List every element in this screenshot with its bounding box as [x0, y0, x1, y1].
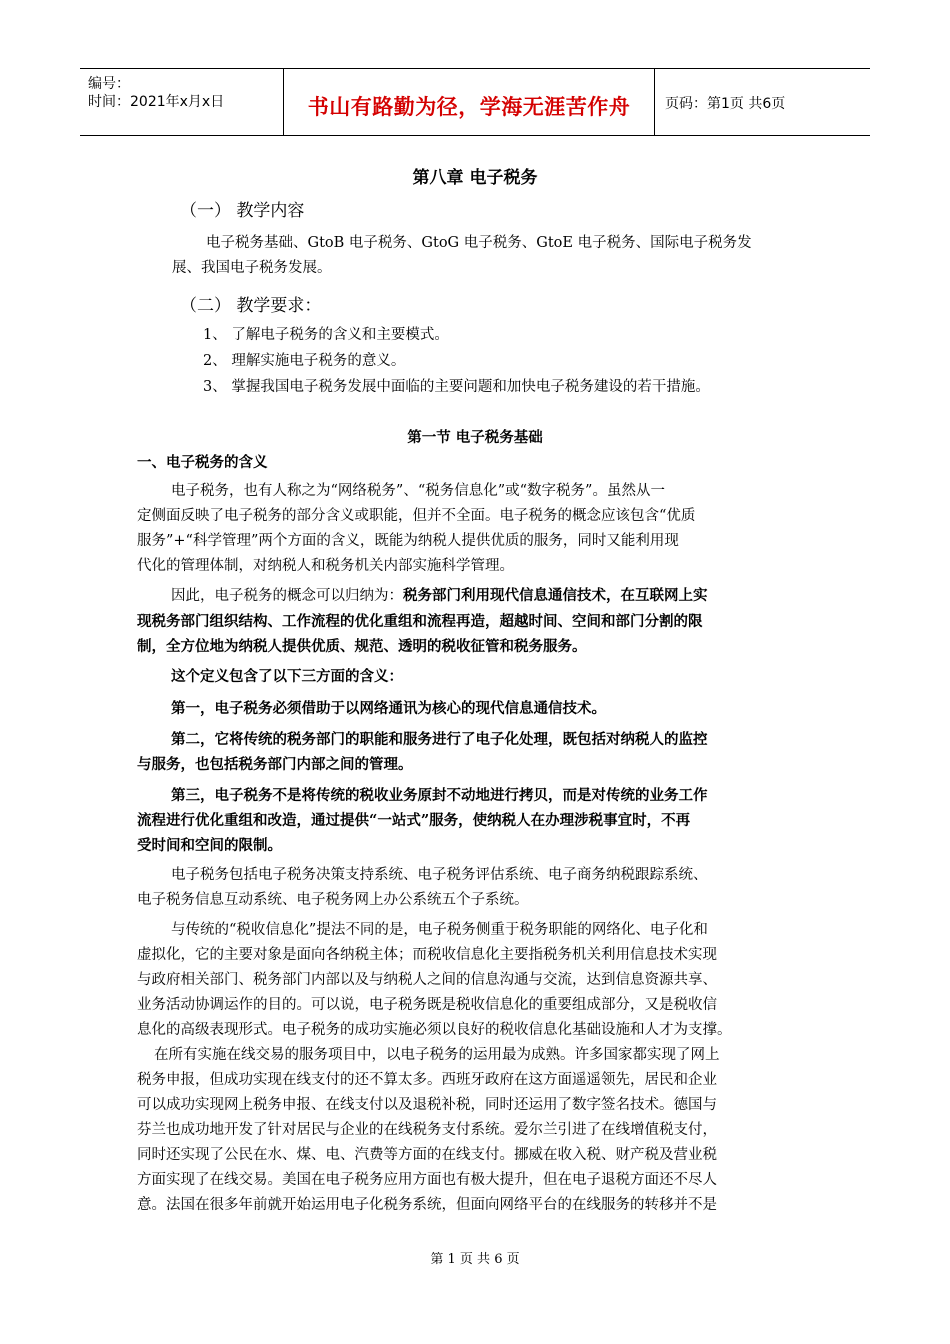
text-line: 定侧面反映了电子税务的部分含义或职能，但并不全面。电子税务的概念应该包含“优质 — [137, 508, 696, 524]
page-info: 页码：第1页 共6页 — [665, 96, 786, 112]
subsection-title: 一、电子税务的含义 — [137, 454, 268, 471]
text-line: 可以成功实现网上税务申报、在线支付以及退税补税，同时还运用了数字签名技术。德国与 — [137, 1097, 717, 1113]
text-line: 与政府相关部门、税务部门内部以及与纳税人之间的信息沟通与交流，达到信息资源共享、 — [137, 972, 717, 988]
requirement-item: 3、 掌握我国电子税务发展中面临的主要问题和加快电子税务建设的若干措施。 — [203, 379, 710, 395]
definition-intro: 因此，电子税务的概念可以归纳为： — [171, 588, 403, 604]
text-line: 电子税务，也有人称之为“网络税务”、“税务信息化”或“数字税务”。虽然从一 — [171, 483, 665, 499]
text-line: 第二，它将传统的税务部门的职能和服务进行了电子化处理，既包括对纳税人的监控 — [171, 731, 708, 748]
text-line: 意。法国在很多年前就开始运用电子化税务系统，但面向网络平台的在线服务的转移并不是 — [137, 1197, 717, 1213]
paragraph-5 — [137, 727, 708, 777]
text-line: 代化的管理体制，对纳税人和税务机关内部实施科学管理。 — [137, 558, 514, 574]
text-line: 芬兰也成功地开发了针对居民与企业的在线税务支付系统。爱尔兰引进了在线增值税支付， — [137, 1122, 717, 1138]
teaching-content-line: 展、我国电子税务发展。 — [172, 260, 332, 276]
paragraph-7 — [137, 863, 708, 913]
text-line: 与传统的“税收信息化”提法不同的是，电子税务侧重于税务职能的网络化、电子化和 — [171, 922, 708, 938]
text-line: 制，全方位地为纳税人提供优质、规范、透明的税收征管和税务服务。 — [137, 638, 587, 655]
page-footer: 第 1 页 共 6 页 — [430, 1252, 520, 1267]
paragraph-4: 第一，电子税务必须借助于以网络通讯为核心的现代信息通信技术。 — [171, 700, 606, 717]
text-line: 现税务部门组织结构、工作流程的优化重组和流程再造，超越时间、空间和部门分割的限 — [137, 613, 703, 630]
requirement-item: 2、 理解实施电子税务的意义。 — [203, 353, 406, 369]
paragraph-9 — [137, 1043, 720, 1218]
paragraph-8 — [137, 918, 732, 1043]
text-line: 业务活动协调运作的目的。可以说，电子税务既是税收信息化的重要组成部分，又是税收信 — [137, 997, 717, 1013]
header-meta-cell — [80, 69, 284, 135]
header-table — [80, 68, 870, 136]
requirement-item: 1、 了解电子税务的含义和主要模式。 — [203, 327, 449, 343]
paragraph-3: 这个定义包含了以下三方面的含义： — [171, 668, 403, 685]
time-label: 时间：2021年x月x日 — [88, 94, 225, 110]
paragraph-1 — [137, 479, 695, 579]
teaching-content-line: 电子税务基础、GtoB 电子税务、GtoG 电子税务、GtoE 电子税务、国际电子税务发 — [206, 235, 752, 251]
teaching-content-body — [172, 231, 752, 281]
text-line: 流程进行优化重组和改造，通过提供“一站式”服务，使纳税人在办理涉税事宜时，不再 — [137, 812, 691, 829]
text-line: 息化的高级表现形式。电子税务的成功实施必须以良好的税收信息化基础设施和人才为支撑。 — [137, 1022, 732, 1038]
paragraph-2 — [137, 583, 708, 659]
number-label: 编号： — [88, 76, 130, 92]
paragraph-6 — [137, 783, 708, 858]
text-line: 同时还实现了公民在水、煤、电、汽费等方面的在线支付。挪威在收入税、财产税及营业税 — [137, 1147, 717, 1163]
section-title: 第一节 电子税务基础 — [407, 429, 543, 446]
chapter-title: 第八章 电子税务 — [412, 168, 538, 188]
text-line: 方面实现了在线交易。美国在电子税务应用方面也有极大提升，但在电子退税方面还不尽人 — [137, 1172, 717, 1188]
text-line: 受时间和空间的限制。 — [137, 837, 282, 854]
text-line: 服务”+“科学管理”两个方面的含义，既能为纳税人提供优质的服务，同时又能利用现 — [137, 533, 679, 549]
text-line: 与服务，也包括税务部门内部之间的管理。 — [137, 756, 413, 773]
motto-text: 书山有路勤为径，学海无涯苦作舟 — [307, 95, 631, 119]
text-line: 第三，电子税务不是将传统的税收业务原封不动地进行拷贝，而是对传统的业务工作 — [171, 787, 708, 804]
text-line: 税务申报，但成功实现在线支付的还不算太多。西班牙政府在这方面遥遥领先，居民和企业 — [137, 1072, 717, 1088]
text-line: 电子税务信息互动系统、电子税务网上办公系统五个子系统。 — [137, 892, 529, 908]
teaching-requirements-list — [203, 322, 710, 400]
text-line: 电子税务包括电子税务决策支持系统、电子税务评估系统、电子商务纳税跟踪系统、 — [171, 867, 708, 883]
text-line: 在所有实施在线交易的服务项目中，以电子税务的运用最为成熟。许多国家都实现了网上 — [154, 1047, 720, 1063]
text-line — [137, 583, 708, 609]
header-page-cell — [655, 69, 870, 135]
teaching-requirements-heading: （二） 教学要求： — [180, 296, 322, 316]
header-motto-cell — [284, 69, 655, 135]
text-line: 虚拟化，它的主要对象是面向各纳税主体；而税收信息化主要指税务机关利用信息技术实现 — [137, 947, 717, 963]
definition-text: 税务部门利用现代信息通信技术，在互联网上实 — [403, 587, 708, 604]
teaching-content-heading: （一） 教学内容 — [180, 201, 305, 221]
